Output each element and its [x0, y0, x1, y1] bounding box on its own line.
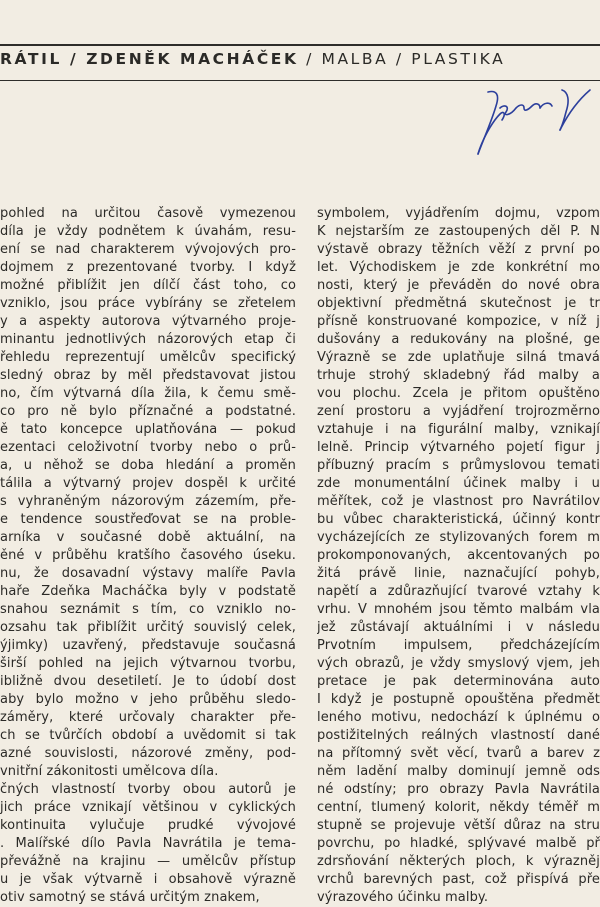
text-line: převážně na krajinu — umělcův přístup [0, 854, 296, 869]
text-line: díla je vždy podnětem k úvahám, resu- [0, 224, 296, 239]
text-line: vztahuje i na figurální malby, vznikají [317, 422, 600, 437]
text-line: vrchů barevných past, což přispívá pře [317, 872, 600, 887]
text-line: no, čím výtvarná díla žila, k čemu smě- [0, 386, 296, 401]
text-line: příbuzný pracím s průmyslovou temati [317, 458, 600, 473]
text-line: širší pohled na jejich výtvarnou tvorbu, [0, 656, 296, 671]
text-line: ozsahu tak přiblížit určitý souvislý celek, [0, 620, 296, 635]
text-line: K nejstarším ze zastoupených děl P. N [317, 224, 600, 239]
text-line: možné přiblížit jen dílčí část toho, co [0, 278, 296, 293]
text-line: ezentaci celoživotní tvorby nebo o prů- [0, 440, 296, 455]
text-line: trhuje strohý skladebný řád malby a [317, 368, 600, 383]
text-line: otiv samotný se stává určitým znakem, [0, 890, 260, 905]
text-line: vzniklo, jsou práce vybírány se zřetelem [0, 296, 296, 311]
text-line: né odstíny; pro obrazy Pavla Navrátila [317, 782, 600, 797]
text-line: vrhu. V mnohém jsou těmto malbám vla [317, 602, 600, 617]
text-line: ch se tvůrčích období a uvědomit si tak [0, 728, 296, 743]
text-line: y a aspekty autorova výtvarného proje- [0, 314, 296, 329]
text-line: záměry, které určovaly charakter pře- [0, 710, 296, 725]
text-line: haře Zdeňka Macháčka byly v podstatě [0, 584, 296, 599]
text-line: e tendence soustřeďovat se na proble- [0, 512, 296, 527]
header-category-sculpture: PLASTIKA [411, 50, 506, 68]
text-line: nosti, který je převáděn do nové obra [317, 278, 600, 293]
text-line: ibližně dvou desetiletí. Je to údobí dost [0, 674, 296, 689]
text-line: pretace je pak determinována auto [317, 674, 600, 689]
text-line: objektivní předmětná skutečnost je tr [317, 296, 600, 311]
text-line: jich práce vznikají většinou v cyklických [0, 800, 296, 815]
text-line: I když je postupně opouštěna předmět [317, 692, 600, 707]
text-line: vou plochu. Zcela je přitom opuštěno [317, 386, 600, 401]
text-line: vnitřní zákonitosti umělcova díla. [0, 764, 219, 779]
text-line: let. Východiskem je zde konkrétní mo [317, 260, 600, 275]
right-text-column [317, 205, 600, 907]
text-line: dušovány a redukovány na plošné, ge [317, 332, 600, 347]
text-line: měřítek, což je vlastnost pro Navrátilov [317, 494, 600, 509]
text-line: leného motivu, nedochází k úplnému o [317, 710, 600, 725]
text-line: postižitelných reálných vlastností dané [317, 728, 600, 743]
text-line: Výrazně se zde uplatňuje silná tmavá [317, 350, 600, 365]
text-line: řehledu reprezentují umělcův specifický [0, 350, 296, 365]
text-line: ěné v průběhu kratšího časového úseku. [0, 548, 296, 563]
text-line: výrazového účinku malby. [317, 890, 489, 905]
text-line: aby bylo možno v jeho průběhu sledo- [0, 692, 296, 707]
text-line: prokomponovaných, akcentovaných po [317, 548, 600, 563]
text-line: co pro ně bylo příznačné a podstatné. [0, 404, 296, 419]
left-text-column [0, 205, 296, 907]
text-line: zde monumentální účinek malby i u [317, 476, 600, 491]
text-line: snahou seznámit s tím, co vzniklo no- [0, 602, 296, 617]
text-line: symbolem, vyjádřením dojmu, vzpom [317, 206, 600, 221]
text-line: pohled na určitou časově vymezenou [0, 206, 296, 221]
text-line: tálila a výtvarný projev dospěl k určité [0, 476, 296, 491]
text-line: ě tato koncepce uplatňována — pokud [0, 422, 296, 437]
text-line: dojmem z prezentované tvorby. I když [0, 260, 296, 275]
text-line: lelně. Princip výtvarného pojetí figur j [317, 440, 600, 455]
text-line: něm ladění malby dominují jemně ods [317, 764, 600, 779]
header-author-names: RÁTIL / ZDENĚK MACHÁČEK [0, 50, 299, 68]
text-line: arníka v současné době aktuální, na [0, 530, 296, 545]
text-line: zdrsňování některých ploch, k výrazněj [317, 854, 600, 869]
text-line: u je však výtvarně i obsahově výrazně [0, 872, 296, 887]
text-line: povrchu, po hladké, splývavé malbě př [317, 836, 600, 851]
text-line: a, u něhož se doba hledání a proměn [0, 458, 296, 473]
page-header [0, 50, 505, 68]
text-line: nu, že dosavadní výstavy malíře Pavla [0, 566, 296, 581]
text-line: čných vlastností tvorby obou autorů je [0, 782, 296, 797]
text-line: vých obrazů, je vždy smyslový vjem, jeh [317, 656, 600, 671]
text-line: sledný obraz by měl představovat jistou [0, 368, 296, 383]
text-line: zení prostoru a vyjádření trojrozměrno [317, 404, 600, 419]
text-line: ení se nad charakterem vývojových pro- [0, 242, 296, 257]
text-line: žitá právě linie, naznačující pohyb, [317, 566, 600, 581]
text-line: centní, tlumený kolorit, někdy téměř m [317, 800, 600, 815]
text-line: bu vůbec charakteristická, účinný kontr [317, 512, 600, 527]
header-top-rule [0, 44, 600, 46]
text-line: ýjimky) uzavřený, představuje současná [0, 638, 296, 653]
header-separator-2: / [388, 50, 412, 68]
text-line: Prvotním impulsem, předcházejícím [317, 638, 600, 653]
text-line: vycházejících ze stylizovaných forem m [317, 530, 600, 545]
handwritten-signature [470, 78, 600, 168]
text-line: přísně konstruované kompozice, v níž j [317, 314, 600, 329]
text-line: s vyhraněným názorovým zázemím, pře- [0, 494, 296, 509]
text-line: stupně se projevuje větší důraz na stru [317, 818, 600, 833]
text-line: napětí a zdůrazňující tvarové vztahy k [317, 584, 600, 599]
text-line: azné souvislosti, názorové změny, pod- [0, 746, 296, 761]
text-line: jež zůstávají aktuálními i v následu [317, 620, 600, 635]
text-line: na přítomný svět věcí, tvarů a barev z [317, 746, 600, 761]
text-line: kontinuita vylučuje prudké vývojové [0, 818, 296, 833]
text-line: výstavě obrazy těžních věží z první po [317, 242, 600, 257]
text-line: . Malířské dílo Pavla Navrátila je tema- [0, 836, 296, 851]
header-category-painting: MALBA [321, 50, 389, 68]
header-separator: / [298, 50, 322, 68]
text-line: minantu jednotlivých názorových etap či [0, 332, 296, 347]
